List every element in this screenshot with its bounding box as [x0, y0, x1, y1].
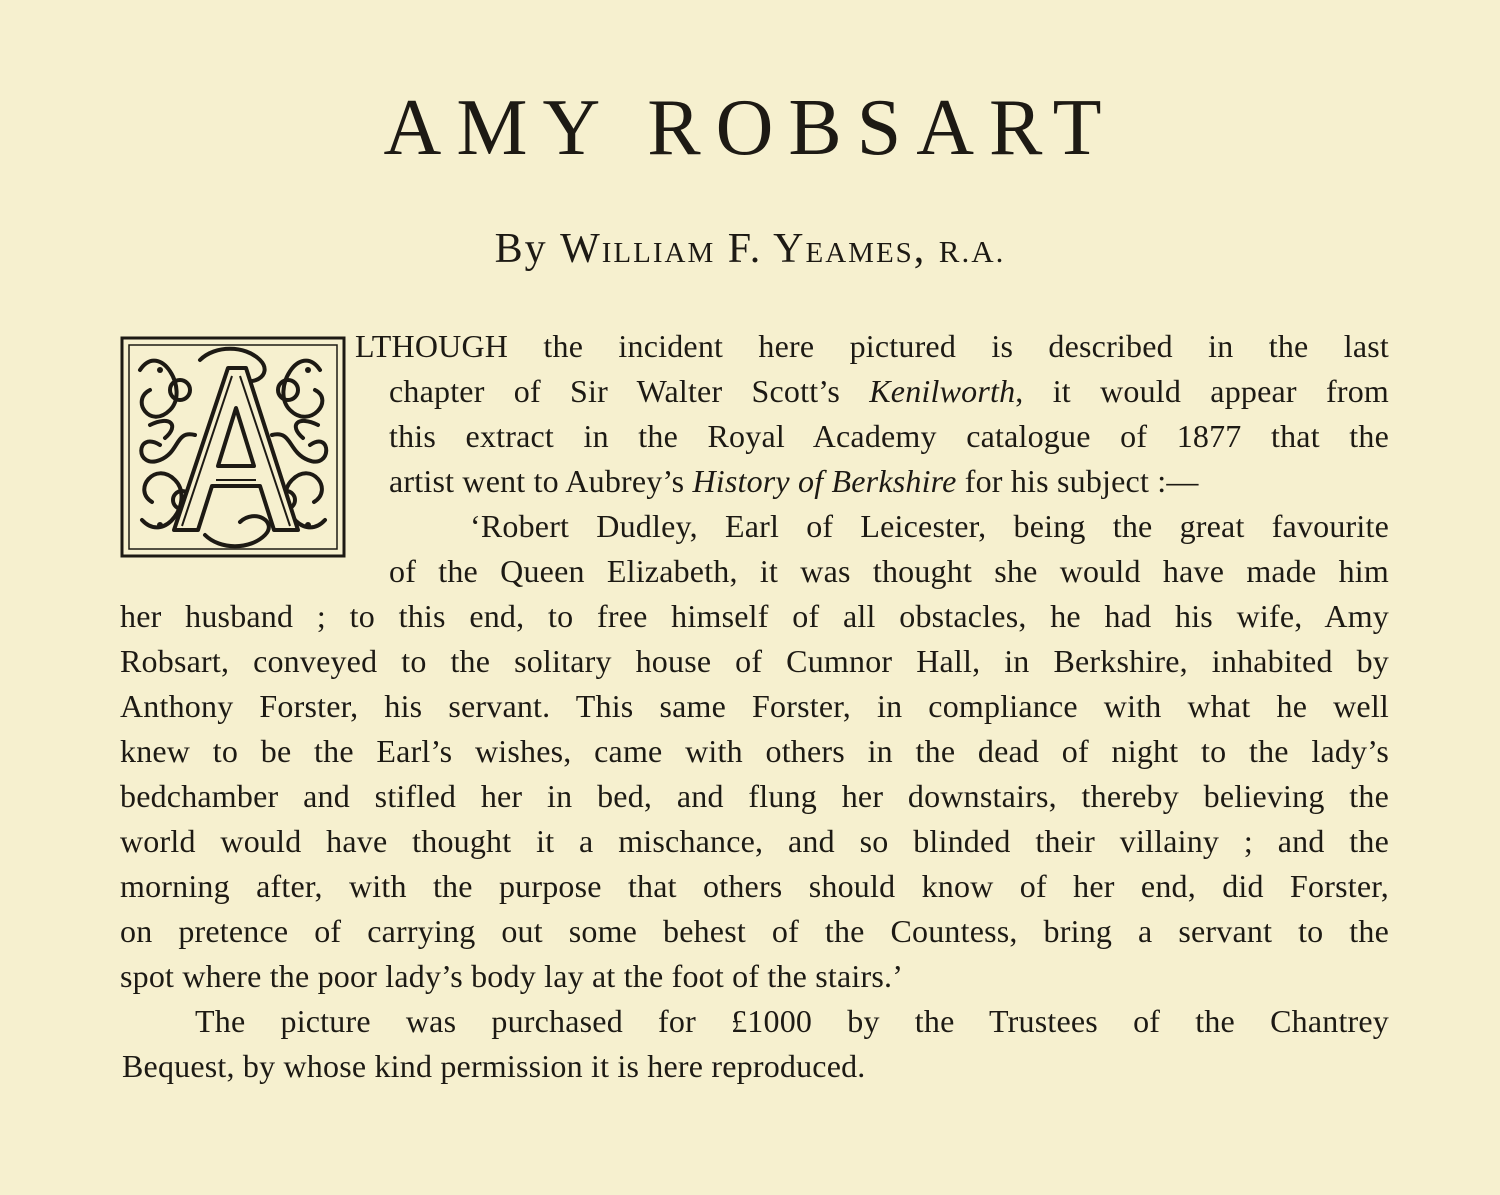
byline-author: William F. Yeames,	[560, 226, 927, 272]
text-line: LTHOUGH the incident here pictured is described in the last	[355, 328, 1389, 364]
text-line: knew to be the Earl’s wishes, came with others in the dead of night to the lady’s	[120, 733, 1389, 769]
text-line	[389, 465, 1389, 497]
text-line: The picture was purchased for £1000 by the Trustees of the Chantrey	[195, 1003, 1389, 1039]
text-line: of the Queen Elizabeth, it was thought she would have made him	[389, 553, 1389, 589]
text-line: on pretence of carrying out some behest of the Countess, bring a servant to the	[120, 913, 1389, 949]
text-line: morning after, with the purpose that others should know of her end, did Forster,	[120, 868, 1389, 904]
text-segment: , it would appear from	[1015, 373, 1389, 409]
text-line	[389, 375, 1389, 407]
text-line: world would have thought it a mischance, and so blinded their villainy ; and the	[120, 823, 1389, 859]
text-line: spot where the poor lady’s body lay at the foot of the stairs.’	[120, 958, 904, 994]
book-title-kenilworth: Kenilworth	[869, 373, 1016, 409]
ornamental-initial-a-icon	[120, 330, 348, 560]
byline-suffix: R.A.	[938, 234, 1006, 269]
text-line: her husband ; to this end, to free himself of all obstacles, he had his wife, Amy	[120, 598, 1389, 634]
text-line: Anthony Forster, his servant. This same Forster, in compliance with what he well	[120, 688, 1389, 724]
text-line: Bequest, by whose kind permission it is here reproduced.	[122, 1048, 866, 1084]
text-segment: for his subject :—	[956, 463, 1199, 499]
text-line: this extract in the Royal Academy catalogue of 1877 that the	[389, 418, 1389, 454]
text-line: Robsart, conveyed to the solitary house of Cumnor Hall, in Berkshire, inhabited by	[120, 643, 1389, 679]
book-title-history-of-berkshire: History of Berkshire	[692, 463, 957, 499]
text-line: bedchamber and stifled her in bed, and flung her downstairs, thereby believing the	[120, 778, 1389, 814]
page-title: AMY ROBSART	[383, 84, 1117, 172]
text-segment: chapter of Sir Walter Scott’s	[389, 373, 870, 409]
text-segment: artist went to Aubrey’s	[389, 463, 693, 499]
author-byline	[0, 228, 1500, 270]
byline-by: By	[494, 226, 548, 272]
text-line: ‘Robert Dudley, Earl of Leicester, being the great favourite	[470, 508, 1389, 544]
